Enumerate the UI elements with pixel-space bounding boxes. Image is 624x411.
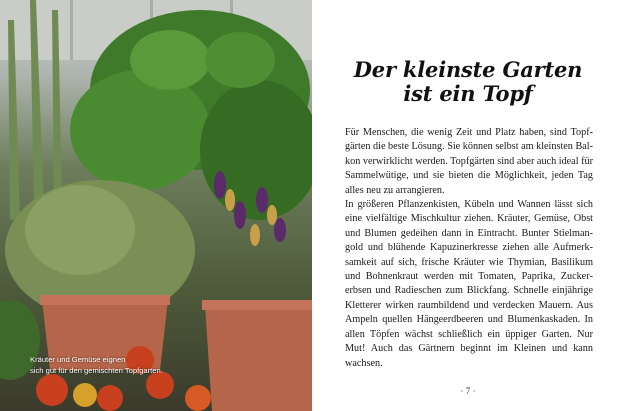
- chapter-title-line-1: Der kleinste Garten: [353, 57, 583, 82]
- text-page: [312, 0, 624, 411]
- photo-caption: [30, 355, 220, 376]
- chapter-title: [312, 58, 624, 106]
- paragraph-1: Für Menschen, die wenig Zeit und Platz haben, sind Topfgärten die beste Lösung. Sie können selbst am kleinsten Balkon verwirklicht werden. Topfgärten sind aber auch ideal für Sammelwütige, und sie bieten die Möglichkeit, jeden Tag alles neu zu arrangieren.: [345, 127, 593, 196]
- body-text: [345, 126, 593, 371]
- caption-line-1: Kräuter und Gemüse eignen: [30, 355, 126, 364]
- paragraph-2: In größeren Pflanzenkisten, Kübeln und Wannen lässt sich eine vielfältige Mischkultur ziehen. Kräuter, Gemüse, Obst und Blumen gedeihen dann in Eintracht. Bunter Stielmangold und blühende Kapuzinerkresse ziehen alle Aufmerksamkeit auf sich, frische Kräuter wie Thymian, Basilikum und Bohnenkraut werden mit Tomaten, Paprika, Zuckererbsen und Radieschen zum Blickfang. Schnelle einjährige Kletterer wirken raumbildend und verdecken Mauern. Aus Ampeln quellen Hängeerdbeeren und Blumenkaskaden. In allen Töpfen wächst schließlich ein üppiger Garten. Nur Mut! Auch das Gärtnern beginnt im Kleinen und kann wachsen.: [345, 199, 593, 369]
- chapter-title-line-2: ist ein Topf: [403, 81, 533, 106]
- page-number: · 7 ·: [460, 386, 476, 396]
- caption-line-2: sich gut für den gemischten Topfgarten.: [30, 365, 163, 375]
